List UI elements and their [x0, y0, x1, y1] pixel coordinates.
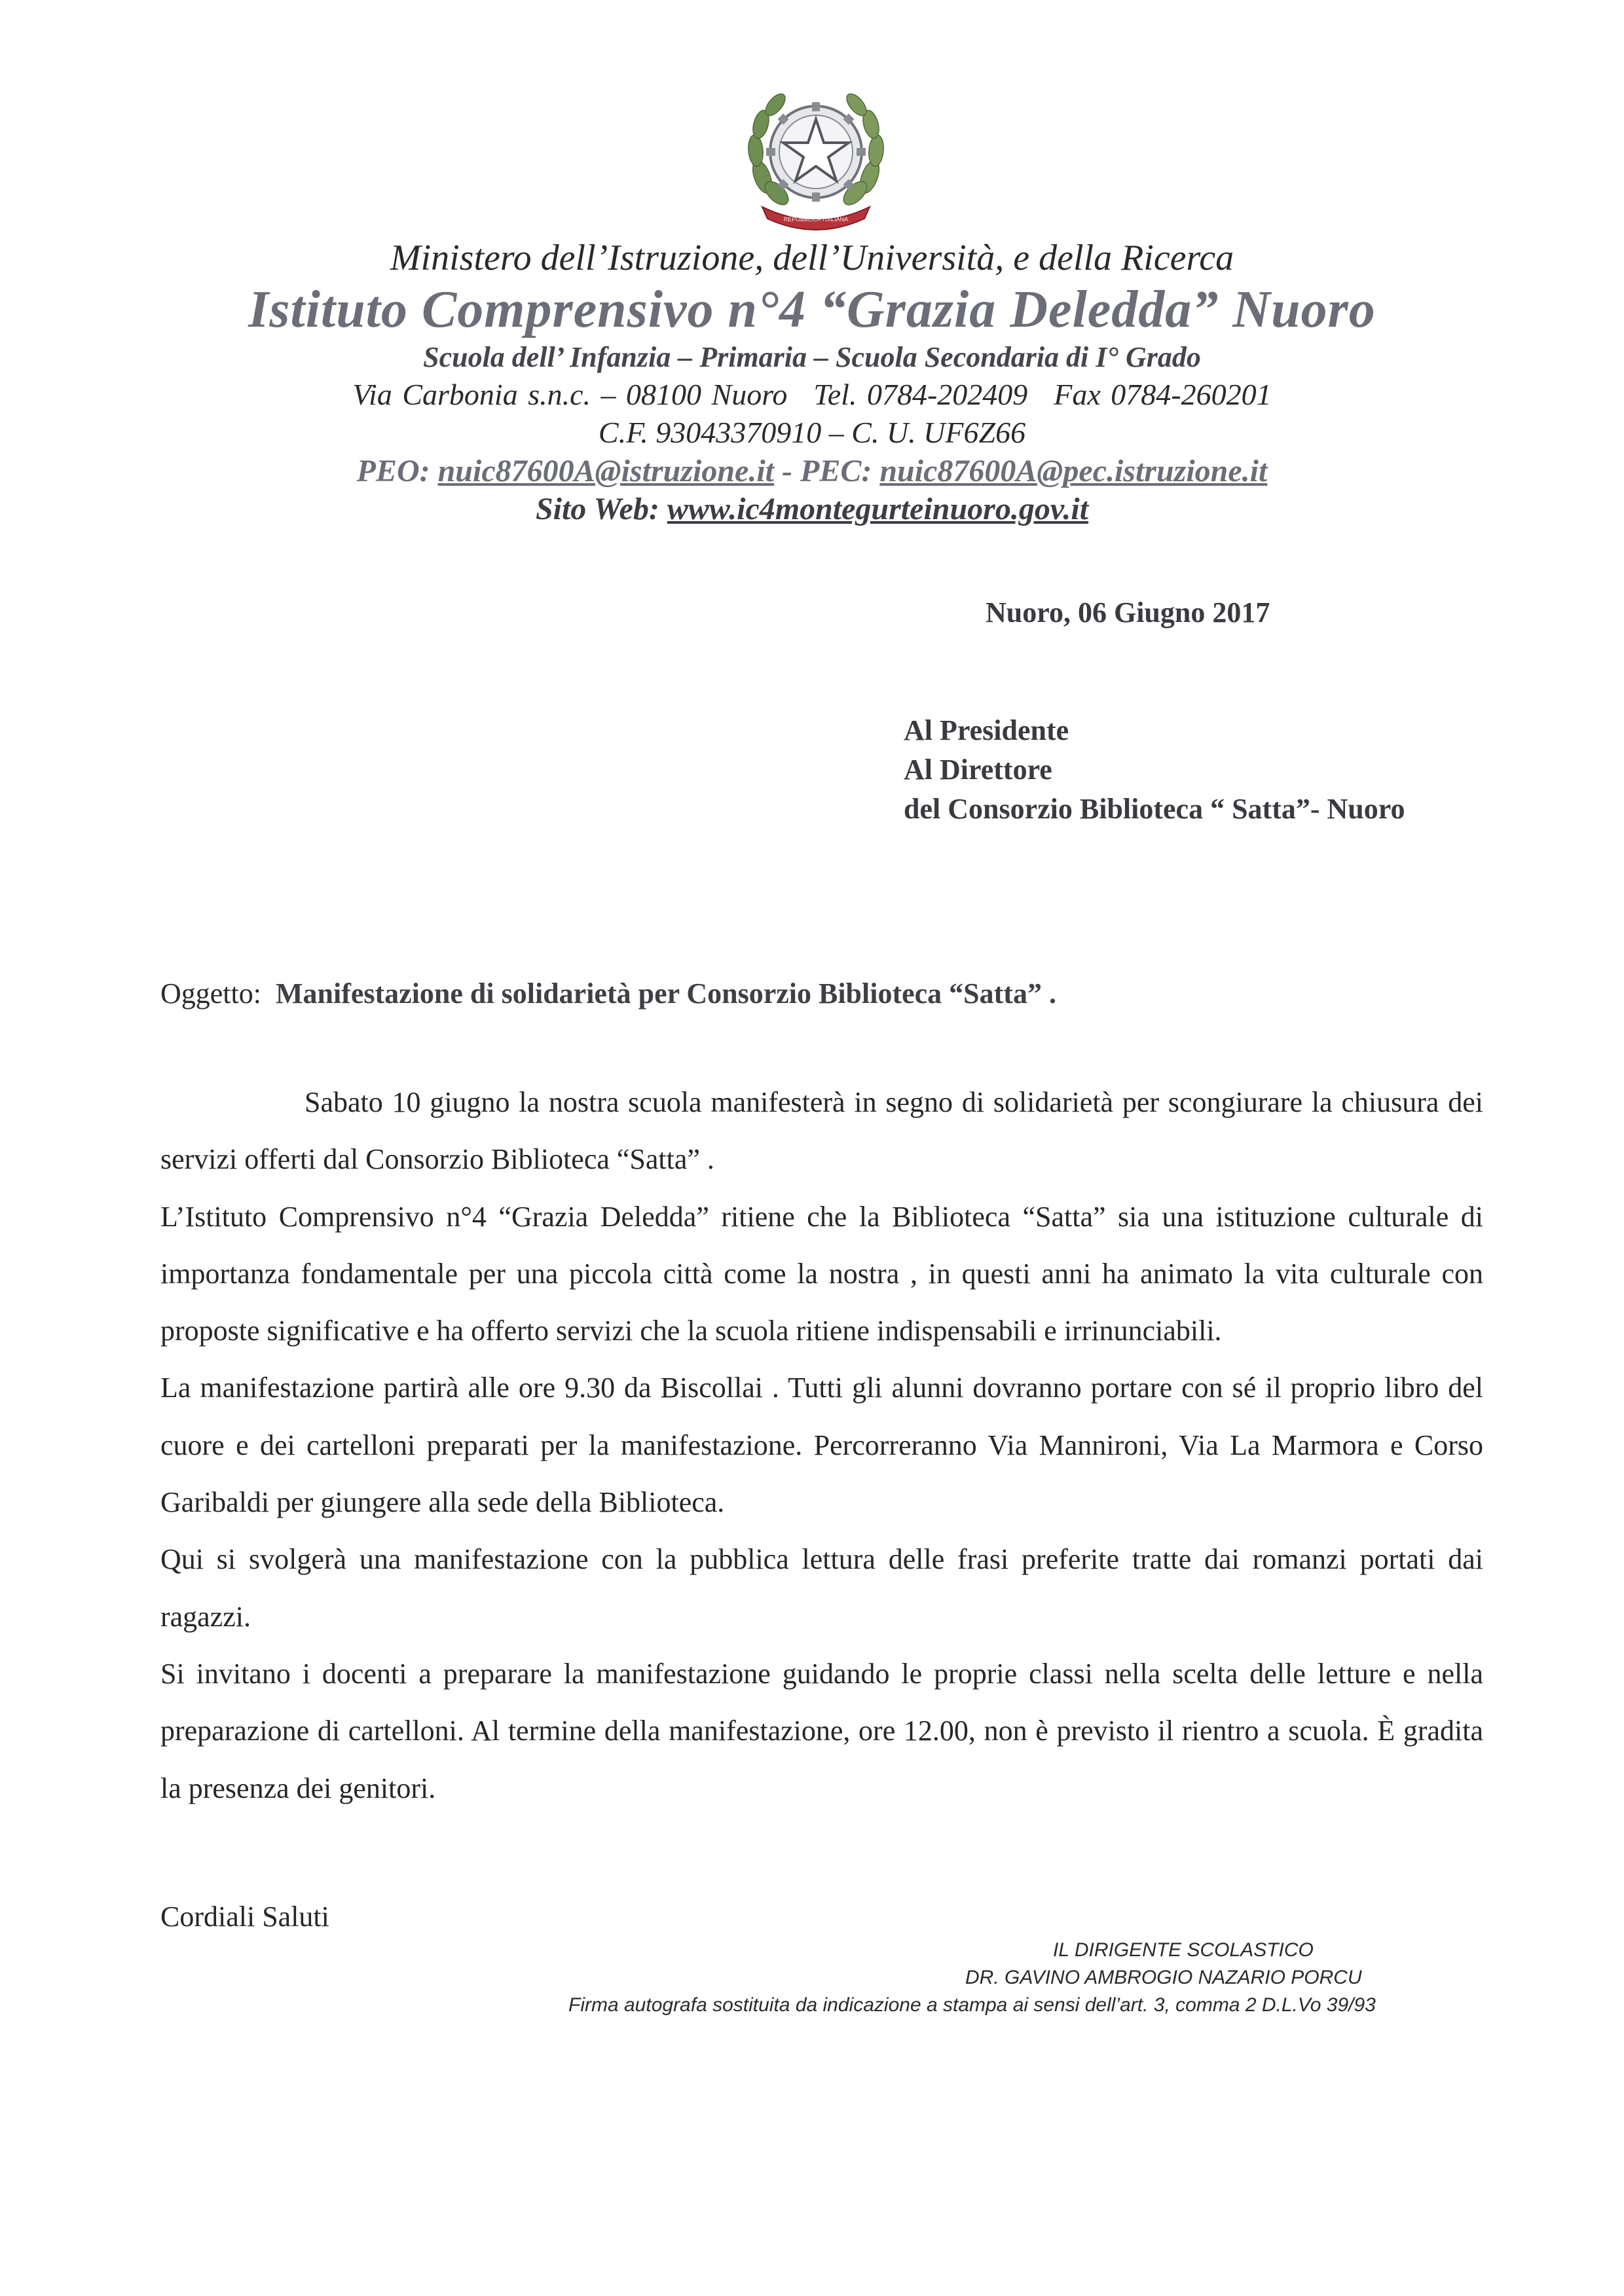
letter-body: [160, 1074, 1483, 1817]
republic-emblem-icon: [736, 79, 896, 230]
email-line: [0, 453, 1624, 489]
school-fax: Fax 0784-260201: [1054, 378, 1272, 411]
website-line: [0, 491, 1624, 527]
body-paragraph: Si invitano i docenti a preparare la manifestazione guidando le proprie classi nella scelta delle letture e nella preparazione di cartelloni. Al termine della manifestazione, ore 12.00, non è previsto il rientro a scuola. È gradita la presenza dei genitori.: [160, 1657, 1483, 1804]
subject-line: [160, 977, 1056, 1010]
school-name: Istituto Comprensivo n°4 “Grazia Deledda” Nuoro: [248, 281, 1376, 338]
fiscal-code: C.F. 93043370910 – C. U. UF6Z66: [598, 416, 1026, 449]
pec-label: - PEC:: [782, 454, 872, 488]
ministry-name: Ministero dell’Istruzione, dell’Università, e della Ricerca: [390, 238, 1234, 278]
recipient-line: Al Presidente: [904, 714, 1069, 746]
school-levels: Scuola dell’ Infanzia – Primaria – Scuola Secondaria di I° Grado: [423, 341, 1201, 373]
recipient-line: Al Direttore: [904, 754, 1052, 786]
website-label: Sito Web:: [535, 492, 659, 526]
closing-greeting: Cordiali Saluti: [160, 1901, 329, 1933]
contact-line: [0, 377, 1624, 412]
recipient-line: del Consorzio Biblioteca “ Satta”- Nuoro: [904, 793, 1405, 825]
school-address: Via Carbonia s.n.c. – 08100 Nuoro: [352, 378, 788, 411]
body-paragraph: Sabato 10 giugno la nostra scuola manifesterà in segno di solidarietà per scongiurare la chiusura dei servizi offerti dal Consorzio Biblioteca “Satta” .: [160, 1086, 1483, 1176]
body-paragraph: Qui si svolgerà una manifestazione con la pubblica lettura delle frasi preferite tratte dai romanzi portati dai ragazzi.: [160, 1543, 1483, 1633]
emblem-motto: REPUBBLICA ITALIANA: [783, 216, 849, 223]
signature-name: DR. GAVINO AMBROGIO NAZARIO PORCU: [965, 1967, 1362, 1988]
letter-date: Nuoro, 06 Giugno 2017: [986, 596, 1270, 629]
peo-email-link[interactable]: nuic87600A@istruzione.it: [437, 454, 775, 488]
body-paragraph: L’Istituto Comprensivo n°4 “Grazia Deledda” ritiene che la Biblioteca “Satta” sia una istituzione culturale di importanza fondamentale per una piccola città come la nostra , in questi anni ha animato la vita culturale con proposte significative e ha offerto servizi che la scuola ritiene indispensabili e irrinunciabili.: [160, 1200, 1483, 1347]
subject-text: Manifestazione di solidarietà per Consorzio Biblioteca “Satta” .: [275, 977, 1056, 1010]
peo-label: PEO:: [356, 454, 430, 488]
website-link[interactable]: www.ic4montegurteinuoro.gov.it: [667, 492, 1089, 526]
signature-role: IL DIRIGENTE SCOLASTICO: [1053, 1939, 1314, 1961]
signature-note: Firma autografa sostituita da indicazione a stampa ai sensi dell’art. 3, comma 2 D.L.Vo 39/93: [568, 1994, 1376, 2016]
body-paragraph: La manifestazione partirà alle ore 9.30 da Biscollai . Tutti gli alunni dovranno portare con sé il proprio libro del cuore e dei cartelloni preparati per la manifestazione. Percorreranno Via Mannironi, Via La Marmora e Corso Garibaldi per giungere alla sede della Biblioteca.: [160, 1372, 1483, 1519]
subject-label: Oggetto:: [160, 977, 261, 1010]
pec-email-link[interactable]: nuic87600A@pec.istruzione.it: [879, 454, 1268, 488]
school-phone: Tel. 0784-202409: [813, 378, 1028, 411]
